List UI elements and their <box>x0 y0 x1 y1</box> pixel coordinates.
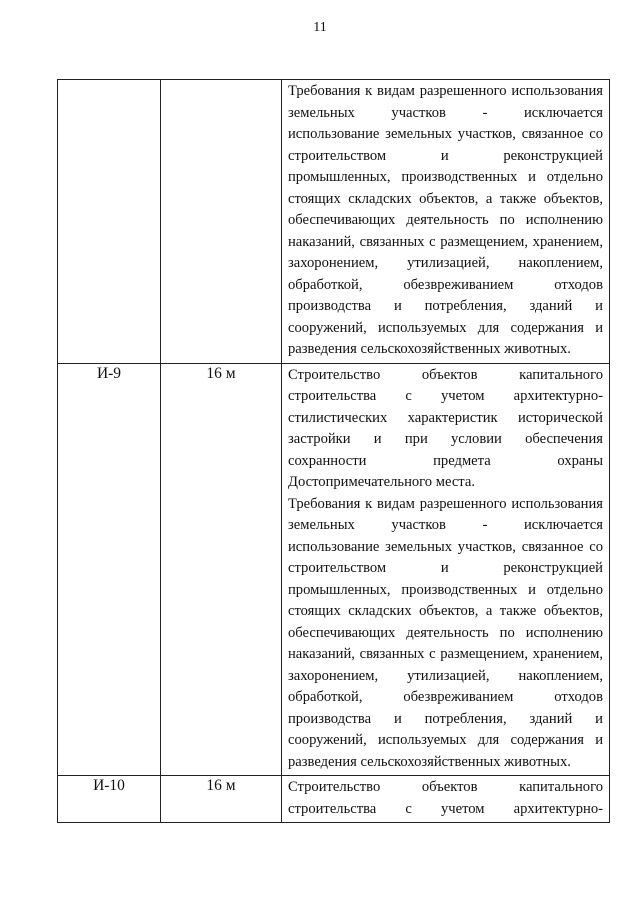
requirements-text-line: промышленных, производственных и отдельно <box>288 169 603 185</box>
regulations-table <box>57 79 610 823</box>
requirements-text-line: застройки и при условии обеспечения <box>288 431 603 447</box>
requirements-text-line: захоронением, утилизацией, накоплением, <box>288 255 603 271</box>
zone-code-cell: И-9 <box>58 363 161 776</box>
max-height-cell: 16 м <box>161 776 282 823</box>
requirements-text-line: обеспечивающих деятельность по исполнению <box>288 212 603 228</box>
requirements-cell <box>282 80 610 364</box>
requirements-text-line: захоронением, утилизацией, накоплением, <box>288 667 603 684</box>
requirements-text-line: строительством и реконструкцией <box>288 560 603 576</box>
max-height-cell: 16 м <box>161 363 282 776</box>
requirements-text-line: производства и потребления, зданий и <box>288 710 603 727</box>
requirements-text-line: использование земельных участков, связанное со <box>288 538 603 555</box>
zone-code-cell <box>58 80 161 364</box>
requirements-text-line: Строительство объектов капитального <box>288 366 603 383</box>
requirements-text-line: разведения сельскохозяйственных животных. <box>288 753 571 770</box>
requirements-text-line: промышленных, производственных и отдельно <box>288 581 603 598</box>
zone-code-cell: И-10 <box>58 776 161 823</box>
requirements-text-line: Строительство объектов капитального <box>288 779 603 795</box>
requirements-text-line: строительства с учетом архитектурно- <box>288 800 603 817</box>
requirements-text-line: обеспечивающих деятельность по исполнению <box>288 624 603 641</box>
requirements-text-line: обработкой, обезвреживанием отходов <box>288 276 603 293</box>
table-row <box>58 776 610 823</box>
requirements-text-line: сооружений, используемых для содержания и <box>288 732 603 748</box>
requirements-text-line: стилистических характеристик исторической <box>288 409 603 426</box>
requirements-text-line: земельных участков - исключается <box>288 517 603 533</box>
requirements-text-line: Требования к видам разрешенного использования <box>288 83 603 99</box>
requirements-text-line: разведения сельскохозяйственных животных. <box>288 341 571 357</box>
max-height-cell <box>161 80 282 364</box>
regulations-table-body <box>58 80 610 823</box>
requirements-text-line: стоящих складских объектов, а также объектов, <box>288 190 603 207</box>
requirements-text-line: использование земельных участков, связанное со <box>288 126 603 142</box>
requirements-text-line: наказаний, связанных с размещением, хранением, <box>288 646 603 662</box>
requirements-text-line: строительства с учетом архитектурно- <box>288 388 603 404</box>
requirements-text-line: земельных участков - исключается <box>288 104 603 121</box>
table-row <box>58 80 610 364</box>
requirements-text-line: обработкой, обезвреживанием отходов <box>288 689 603 705</box>
requirements-cell <box>282 776 610 823</box>
requirements-text-line: сохранности предмета охраны <box>288 452 603 469</box>
requirements-cell <box>282 363 610 776</box>
requirements-text-line: производства и потребления, зданий и <box>288 298 603 314</box>
requirements-text-line: Достопримечательного места. <box>288 474 475 490</box>
requirements-text-line: стоящих складских объектов, а также объектов, <box>288 603 603 619</box>
requirements-text-line: Требования к видам разрешенного использования <box>288 495 603 512</box>
requirements-text-line: наказаний, связанных с размещением, хранением, <box>288 233 603 250</box>
page-number: 11 <box>313 20 327 35</box>
requirements-text-line: строительством и реконструкцией <box>288 147 603 164</box>
requirements-text-line: сооружений, используемых для содержания и <box>288 319 603 336</box>
table-row <box>58 363 610 776</box>
